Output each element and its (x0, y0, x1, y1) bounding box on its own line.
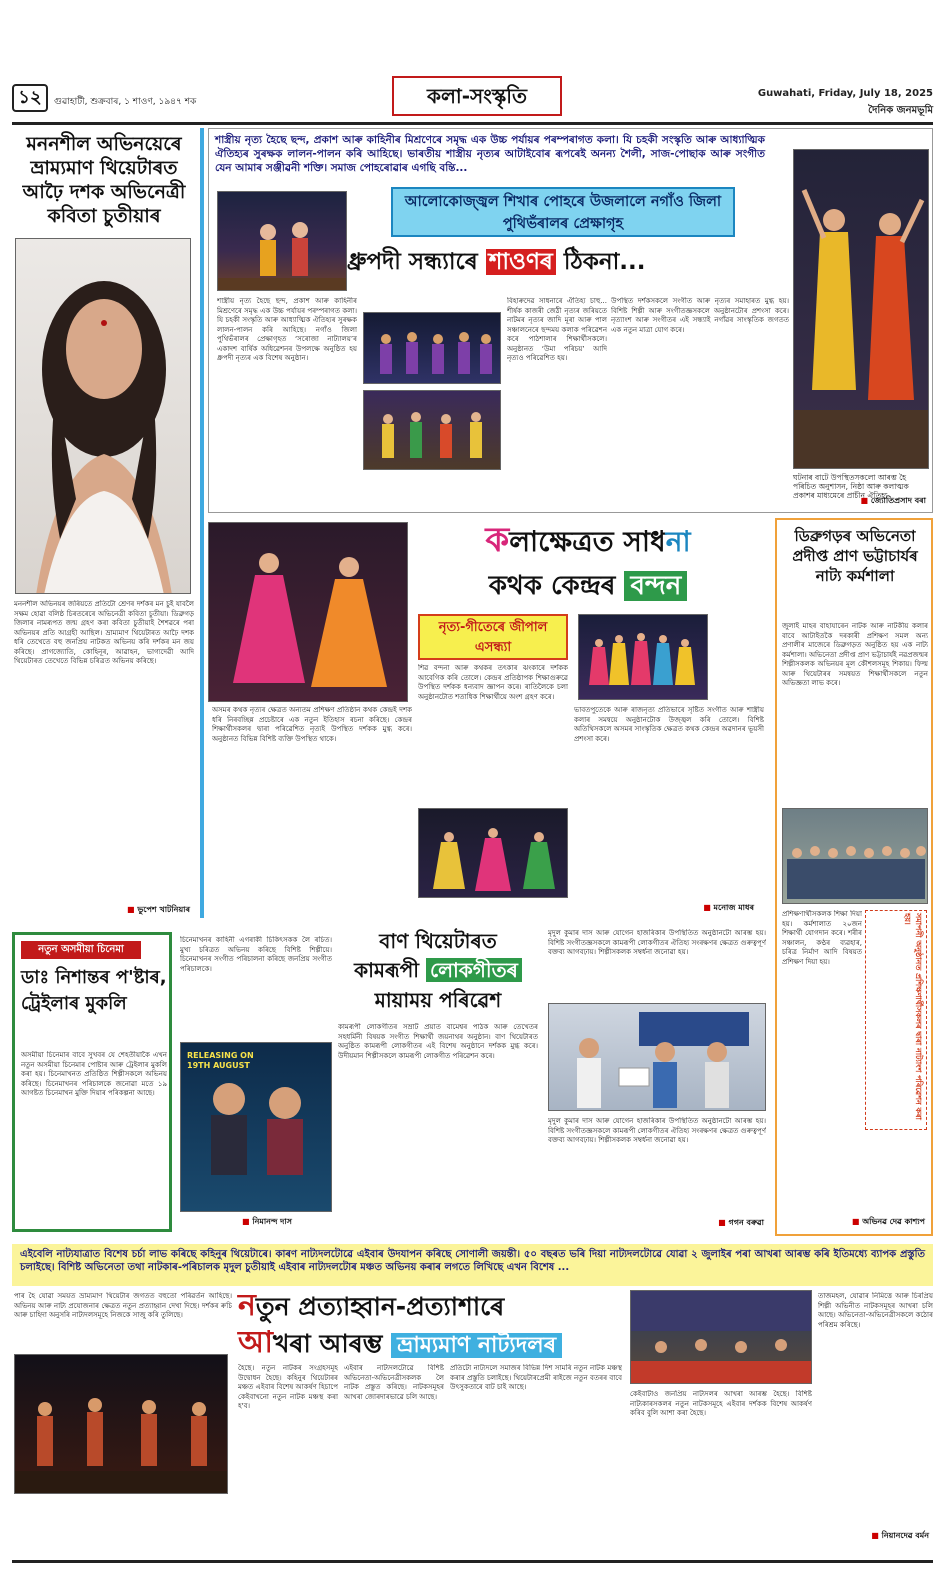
date-left: গুৱাহাটী, শুক্ৰবাৰ, ১ শাওণ, ১৯৪৭ শক (54, 97, 197, 107)
natya-headline-2a: আ (238, 1325, 273, 1360)
baan-headline-1: বাণ থিয়েটাৰত (379, 929, 497, 953)
natya-byline: ■ নিয়ানদেৱ বৰ্মন (871, 1530, 929, 1543)
natya-headline-2b: খৰা আৰম্ভ (273, 1329, 383, 1358)
natya-body-3: এইবাৰ নাট্যদলটোৱে বিশিষ্ট অভিনেতা-অভিনেত্ৰীসকলক লৈ নাটক প্ৰস্তুত কৰিছে। নাটকসমূহৰ আখৰা জোৰদাৰভাৱে চলি আছে। (344, 1364, 444, 1401)
kabita-body: মননশীল অভিনয়ৰ জৰিয়তে প্ৰতিটো শ্ৰেণৰ দৰ্শকৰ মন চুই যাবলৈ সক্ষম হোৱা বলিষ্ঠ চিৰতৰেৰে অভিনেত্ৰী কবিতা চুতীয়া। ডিব্ৰুগড় জিলাৰ নামৰূপত জন্ম গ্ৰহণ কৰা কবিতা চুতীয়াই শৈশৱৰে পৰা অভিনয়ৰ প্ৰতি আগ্ৰহী আছিল। ভ্ৰাম্যমাণ থিয়েটাৰত আঢ়ৈ দশক ধৰি তেখেতে বহু জনপ্ৰিয় নাটকত অভিনয় কৰি দৰ্শকৰ মন জয় কৰিছে। প্ৰাগজ্যোতি, কোহিনূৰ, আৱাহন, ভাগ্যদেৱী আদি থিয়েটাৰত তেখেতে বিভিন্ন চৰিত্ৰত অভিনয় কৰিছে। (14, 600, 194, 665)
story-kabita (12, 128, 196, 918)
nishanta-byline: ■ নিমানন্দ দাস (242, 1216, 292, 1229)
kathak-photo-2 (578, 614, 708, 700)
story-nishanta (12, 932, 332, 1232)
story-dhrupadi (208, 128, 933, 513)
pradipta-photo (782, 808, 928, 904)
natya-body-4: প্ৰতিটো নাট্যদলে সমাজৰ বিভিন্ন দিশ সামৰি নতুন নাটক মঞ্চস্থ কৰাৰ প্ৰস্তুতি চলাইছে। থিয়েটাৰপ্ৰেমী ৰাইজে নতুন বতৰৰ বাবে উৎসুকতাৰে বাট চাই আছে। (450, 1364, 622, 1391)
dhrupadi-photo-4 (793, 149, 929, 469)
baan-headline-3: মায়াময় পৰিৱেশ (374, 988, 502, 1012)
baan-body-2: মৃদুল কুমাৰ দাস আৰু যোগেন হাজৰিকাৰ উপস্থিতিত অনুষ্ঠানটো আৰম্ভ হয়। বিশিষ্ট সংগীতজ্ঞসকলে কামৰূপী লোকগীতৰ ঐতিহ্য সংৰক্ষণৰ ক্ষেত্ৰত গুৰুত্বপূৰ্ণ বক্তব্য আগবঢ়ায়। শিল্পীসকলক সম্বৰ্ধনা জনোৱা হয়। (548, 929, 766, 956)
pradipta-vertical-banner: সমাপনী অনুষ্ঠানত প্ৰশিক্ষণাৰ্থীসকলৰ দ্বাৰা নাট্যাংশ পৰিৱেশন কৰা হয়। (865, 910, 927, 1130)
section-title: কলা-সংস্কৃতি (392, 76, 562, 116)
dhrupadi-kicker: আলোকোজ্জ্বল শিখাৰ পোহৰে উজলালে নগাঁও জিলা পুথিভঁৰালৰ প্ৰেক্ষাগৃহ (391, 187, 735, 237)
nishanta-body-2: চিনেমাখনৰ কাহিনী এগৰাকী চিকিৎসকক লৈ ৰচিত। মুখ্য চৰিত্ৰত অভিনয় কৰিছে বিশিষ্ট শিল্পীয়ে। চিনেমাখনৰ সংগীত পৰিচালনা কৰিছে জনপ্ৰিয় সংগীত পৰিচালকে। (180, 936, 332, 973)
baan-headline-2-hl: লোকগীতৰ (426, 958, 522, 982)
baan-headline-2-pre: কামৰূপী (354, 958, 419, 982)
masthead (12, 76, 933, 120)
natya-headline-1b: তুন প্ৰত্যাহ্বান-প্ৰত্যাশাৰে (255, 1292, 505, 1321)
paper-name: দৈনিক জনমভূমি (868, 105, 933, 116)
kathak-body-3: ভাবতপুতেকে আৰু ৰাজনৃত্য প্ৰতিভাৰে সৃষ্টিত সংগীত আৰু শাস্ত্ৰীয় কলাৰ সমন্বয়ে অনুষ্ঠানটোক উজ্জ্বল কৰি তোলে। বিশিষ্ট অতিথিসকলে অসমৰ সাংস্কৃতিক ক্ষেত্ৰত কথক কেন্দ্ৰৰ অৱদানৰ ভূয়সী প্ৰশংসা কৰে। (574, 706, 764, 743)
natya-body-6: তাজমহল, যোৱাৰ নিমিত্তে আৰু চিৰপ্ৰিয় শিল্পী অভিনীত নাটকসমূহৰ আখৰা চলি আছে। অভিনেতা-অভিনেত্ৰীসকলে কঠোৰ পৰিশ্ৰম কৰিছে। (818, 1292, 933, 1329)
pradipta-byline: ■ অভিনৱ দেৱ কাশ্যপ (852, 1216, 925, 1229)
natya-headline-1a: ন (238, 1288, 256, 1323)
kathak-headline-1b: লাক্ষেত্ৰত সাধ (509, 525, 666, 558)
kathak-body-1: অসমৰ কথক নৃত্যৰ ক্ষেত্ৰত অন্যতম প্ৰশিক্ষণ প্ৰতিষ্ঠান কথক কেন্দ্ৰই দশক ধৰি নিৰবচ্ছিন্ন প্ৰচেষ্টাৰে এক নতুন ইতিহাস ৰচনা কৰিছে। কেন্দ্ৰৰ শিক্ষাৰ্থীসকলৰ দ্বাৰা পৰিৱেশিত নৃত্যই উপস্থিত দৰ্শকক মুগ্ধ কৰে। অনুষ্ঠানত বিভিন্ন বিশিষ্ট ব্যক্তি উপস্থিত থাকে। (212, 706, 412, 743)
natya-headline-2-hl: ভ্ৰাম্যমাণ নাট্যদলৰ (391, 1333, 562, 1358)
kabita-headline: মননশীল অভিনয়েৰে ভ্ৰাম্যমাণ থিয়েটাৰত আঢ়ৈ দশক অভিনেত্ৰী কবিতা চুতীয়াৰ (22, 133, 186, 227)
footer-rule (12, 1560, 933, 1563)
baan-headline-2 (338, 955, 538, 985)
kathak-photo-1 (208, 522, 408, 702)
dhrupadi-body-2: বিহাৰুদেৱ সাধনাৰে ঐতিহ্য চাহু... শীৰ্ষক কাজৰী জেঠী নৃত্যৰ জৰিয়তে নাটমৰ নৃত্যৰ জাদি মূৰা আৰু পাল সঞ্চালনেৰে ছন্দময় কলাক পৰিৱেশন কৰে পাঠশালাৰ শিক্ষাৰ্থীসকলে। অনুষ্ঠানত ‘উমা পৰিচয়’ আদি নৃত্যও পৰিৱেশিত হয়। (507, 297, 607, 362)
nishanta-poster-text: RELEASING ON 19TH AUGUST (187, 1051, 254, 1070)
dhrupadi-headline-post: ঠিকনা... (563, 249, 646, 275)
baan-body-1: কামৰূপী লোকগীতৰ সম্ৰাট প্ৰয়াত বামেশ্বৰ পাঠক আৰু তেখেতৰ সহধৰ্মিনী বিষয়ক সংগীত শিক্ষাৰ্থী জয়নাথৰ অনুষ্ঠান। বাণ থিয়েটাৰত অনুষ্ঠিত কামৰূপী লোকগীতৰ এই বিশেষ অনুষ্ঠানে দৰ্শকক মুগ্ধ কৰে। উদীয়মান শিল্পীসকলে কামৰূপী লোকগীত পৰিৱেশন কৰে। (338, 1023, 538, 1060)
page-number: ১২ (12, 84, 48, 112)
kabita-photo (15, 238, 191, 594)
kathak-headline (418, 520, 758, 606)
dhrupadi-headline-hl: শাওণৰ (486, 249, 556, 275)
story-natya (12, 1244, 933, 1556)
dhrupadi-caption: ঘটনাৰ বাটে উপস্থিতসকলো আৰম্ভ হৈ পৰিচিত অনুশাসন, নিষ্ঠা আৰু কলাত্মক প্ৰকাশৰ মাধ্যমেৰে প্ৰাচীন ঐতিহ্য (793, 473, 909, 500)
baan-headline (338, 927, 538, 1015)
nishanta-poster-image (180, 1042, 332, 1212)
dhrupadi-photo-3 (363, 390, 501, 470)
dhrupadi-body-1: শাস্ত্ৰীয় নৃত্য হৈছে ছন্দ, প্ৰকাশ আৰু কাহিনীৰ মিশ্ৰণেৰে সমৃদ্ধ এক উচ্চ পৰ্যায়ৰ পৰম্পৰাগত কলা। যি চহকী সংস্কৃতি আৰু আধ্যাত্মিক ঐতিহ্যৰ সুৰক্ষক লালন-পালন কৰি আহিছে। নগাঁও জিলা পুথিভঁৰালৰ প্ৰেক্ষাগৃহত ‘সৰোজা নাট্যালয়’ৰ একাদশ বাৰ্ষিক অধিৱেশনৰ উপলক্ষে অনুষ্ঠিত হয় ধ্ৰুপদী নৃত্যৰ এক বিশেষ অনুষ্ঠান। (217, 297, 357, 362)
masthead-rule (12, 122, 933, 125)
story-pradipta (775, 518, 933, 1236)
kathak-headline-2-hl: বন্দন (624, 571, 687, 601)
pradipta-body-1: জুলাই মাহৰ বাহাযাৰেন নাটক আৰু নাটকীয় কলাৰ বাবে আটাইতকৈ দৰকাৰী প্ৰশিক্ষণ সমল অন্য প্ৰণালীৰ মাজেৰে ডিব্ৰুগড়ত অনুষ্ঠিত হয় এক নাট্য কৰ্মশালা। অভিনেতা প্ৰদীপ্ত প্ৰাণ ভট্টাচাৰ্যই নৱপ্ৰজন্মৰ শিল্পীসকলক অভিনয়ৰ মূল কৌশলসমূহ শিকায়। ফিল্ম আৰু থিয়েটাৰৰ সমন্বয়ত শিক্ষাৰ্থীসকলে নতুন অভিজ্ঞতা লাভ কৰে। (782, 622, 928, 687)
dhrupadi-body-3: উপস্থিত দৰ্শকসকলে সংগীত আৰু নৃত্যৰ সমাহাৰত মুগ্ধ হয়। বিশিষ্ট শিল্পী আৰু সংগীতজ্ঞসকলে অনুষ্ঠানটোৰ প্ৰশংসা কৰে। নৃত্যাংশ আৰু সংগীতৰ এই সন্ধ্যাই নগাঁৱৰ সাংস্কৃতিক জগতত এক নতুন মাত্ৰা যোগ কৰে। (611, 297, 789, 334)
dhrupadi-byline: ■ জ্যোতিপ্ৰসাদ বৰা (860, 495, 926, 508)
left-column-divider (200, 128, 204, 918)
dhrupadi-photo-1 (217, 191, 347, 291)
natya-headline (238, 1288, 638, 1364)
natya-body-1: পাৰ হৈ যোৱা সময়ত ভ্ৰাম্যমাণ থিয়েটাৰ জগতত বহুতো পৰিৱৰ্তন আহিছে। অভিনয় আৰু নাট্য প্ৰযোজনাৰ ক্ষেত্ৰত নতুন প্ৰত্যাহ্বান দেখা দিছে। দৰ্শকৰ ৰুচি আৰু চাহিদা অনুসৰি নাট্যদলসমূহে নিজকে সাজু কৰি তুলিছে। (14, 1292, 232, 1319)
kathak-headline-1c: না (665, 525, 691, 558)
kathak-kicker: নৃত্য-গীতেৰে জীপাল এসন্ধ্যা (418, 614, 568, 660)
dhrupadi-headline (347, 245, 797, 279)
dhrupadi-photo-2 (363, 312, 501, 384)
kathak-headline-1a: ক (485, 520, 510, 560)
pradipta-body-2: প্ৰশিক্ষণাৰ্থীসকলক শিক্ষা দিয়া হয়। কৰ্মশালাত ২০জন শিক্ষাৰ্থী যোগদান কৰে। শৰীৰ সঞ্চালন, কণ্ঠৰ ব্যৱহাৰ, চৰিত্ৰ নিৰ্মাণ আদি বিষয়ত প্ৰশিক্ষণ দিয়া হয়। (782, 910, 862, 966)
nishanta-body-1: অসমীয়া চিনেমাৰ বাবে সুখবৰ যে শেহতীয়াকৈ এখন নতুন অসমীয়া চিনেমাৰ পোষ্টাৰ আৰু ট্ৰেইলাৰ মুকলি কৰা হয়। চিনেমাখনত প্ৰতিষ্ঠিত শিল্পীসকলে অভিনয় কৰিছে। চিনেমাখনৰ পৰিচালকে জনোৱা মতে ১৯ আগষ্টত চিনেমাখন মুক্তি দিয়াৰ পৰিকল্পনা আছে। (21, 1051, 167, 1097)
natya-headline-line-2 (238, 1325, 638, 1364)
kathak-headline-line-2 (418, 566, 758, 606)
kabita-byline: ■ ভুপেশ খাটনিয়াৰ (127, 904, 190, 917)
natya-body-2: হৈছে। নতুন নাটকৰ সংগ্ৰহসমূহ উদ্বোধন হৈছে। কহিনুৰ থিয়েটাৰৰ মঞ্চত এইবাৰ বিশেষ আকৰ্ষণ হিচাপে কেইবাখনো নতুন নাটক মঞ্চস্থ কৰা হ'ব। (238, 1364, 338, 1410)
kathak-headline-2-pre: কথক কেন্দ্ৰৰ (488, 571, 616, 601)
story-kathak (208, 518, 768, 918)
natya-photo-1 (14, 1354, 228, 1494)
baan-byline: ■ গগন বৰুৱা (718, 1217, 764, 1230)
natya-photo-2 (630, 1290, 812, 1384)
dhrupadi-headline-pre: ধ্ৰুপদী সন্ধ্যাৰে (347, 249, 478, 275)
pradipta-headline: ডিব্ৰুগড়ৰ অভিনেতা প্ৰদীপ্ত প্ৰাণ ভট্টাচাৰ্যৰ নাট্য কৰ্মশালা (792, 527, 918, 585)
story-baan (338, 925, 770, 1235)
kathak-body-2: শিৱ বন্দনা আৰু কথকৰ তৎকাৰ ঝংকাৰে দৰ্শকক আবেগিক কৰি তোলে। কেন্দ্ৰৰ প্ৰতিষ্ঠাপক শিক্ষাগুৰুৱে উপস্থিত দৰ্শকক ধন্যবাদ জ্ঞাপন কৰে। ৰাতিলৈকে চলা অনুষ্ঠানটোত শতাধিক শিক্ষাৰ্থীয়ে অংশ গ্ৰহণ কৰে। (418, 664, 568, 701)
nishanta-headline: ডাঃ নিশান্তৰ প'ষ্টাৰ, ট্ৰেইলাৰ মুকলি (21, 967, 167, 1014)
nishanta-label: নতুন অসমীয়া চিনেমা (21, 941, 141, 959)
baan-photo (548, 1003, 766, 1111)
natya-body-5: কেইবাটাও জনপ্ৰিয় নাট্যদলৰ আখৰা আৰম্ভ হৈছে। বিশিষ্ট নাট্যকাৰসকলৰ নতুন নাটকসমূহে এইবাৰ দৰ্শকক বিশেষ আকৰ্ষণ কৰিব বুলি আশা কৰা হৈছে। (630, 1390, 812, 1417)
natya-intro: এইবেলি নাট্যযাত্ৰাত বিশেষ চৰ্চা লাভ কৰিছে কহিনুৰ থিয়েটাৰে। কাৰণ নাট্যদলটোৱে এইবাৰ উদযাপন কৰিছে সোণালী জয়ন্তী। ৫০ বছৰত ভৰি দিয়া নাট্যদলটোৱে যোৱা ২ জুলাইৰ পৰা আখৰা আৰম্ভ কৰি ইতিমধ্যে ব্যাপক প্ৰস্তুতি চলাইছে। বিশিষ্ট অভিনেতা তথা নাটকাৰ-পৰিচালক মৃদুল চুতীয়াই এইবাৰ নাট্যদলটোৰ মঞ্চত অভিনয় কৰাৰ লগতে লিখিছে এখন বিশেষ ... (12, 1244, 933, 1286)
kathak-byline: ■ মনোজ মাধৰ (703, 902, 754, 915)
natya-headline-line-1 (238, 1288, 638, 1325)
dhrupadi-intro: শাস্ত্ৰীয় নৃত্য হৈছে ছন্দ, প্ৰকাশ আৰু কাহিনীৰ মিশ্ৰণেৰে সমৃদ্ধ এক উচ্চ পৰ্যায়ৰ পৰম্পৰাগত কলা। যি চহকী সংস্কৃতি আৰু আধ্যাত্মিক ঐতিহ্যৰ সুৰক্ষক লালন-পালন কৰি আহিছে। ভাৰতীয় শাস্ত্ৰীয় নৃত্যৰ আটাইবোৰ ৰূপৰেই অনন্য শৈলী, সাজ-পোছাক আৰু সংগীত যেন আমাৰ সঞ্জীৱনী শক্তি। সমাজ পোহৰোৱাৰ এগছি বন্তি... (215, 134, 765, 174)
kathak-headline-line-1 (418, 520, 758, 562)
kathak-photo-3 (418, 808, 568, 898)
date-right: Guwahati, Friday, July 18, 2025 (757, 88, 933, 99)
baan-body-3: মৃদুল কুমাৰ দাস আৰু যোগেন হাজৰিকাৰ উপস্থিতিত অনুষ্ঠানটো আৰম্ভ হয়। বিশিষ্ট সংগীতজ্ঞসকলে কামৰূপী লোকগীতৰ ঐতিহ্য সংৰক্ষণৰ ক্ষেত্ৰত গুৰুত্বপূৰ্ণ বক্তব্য আগবঢ়ায়। শিল্পীসকলক সম্বৰ্ধনা জনোৱা হয়। (548, 1117, 766, 1144)
nishanta-box (12, 932, 172, 1232)
